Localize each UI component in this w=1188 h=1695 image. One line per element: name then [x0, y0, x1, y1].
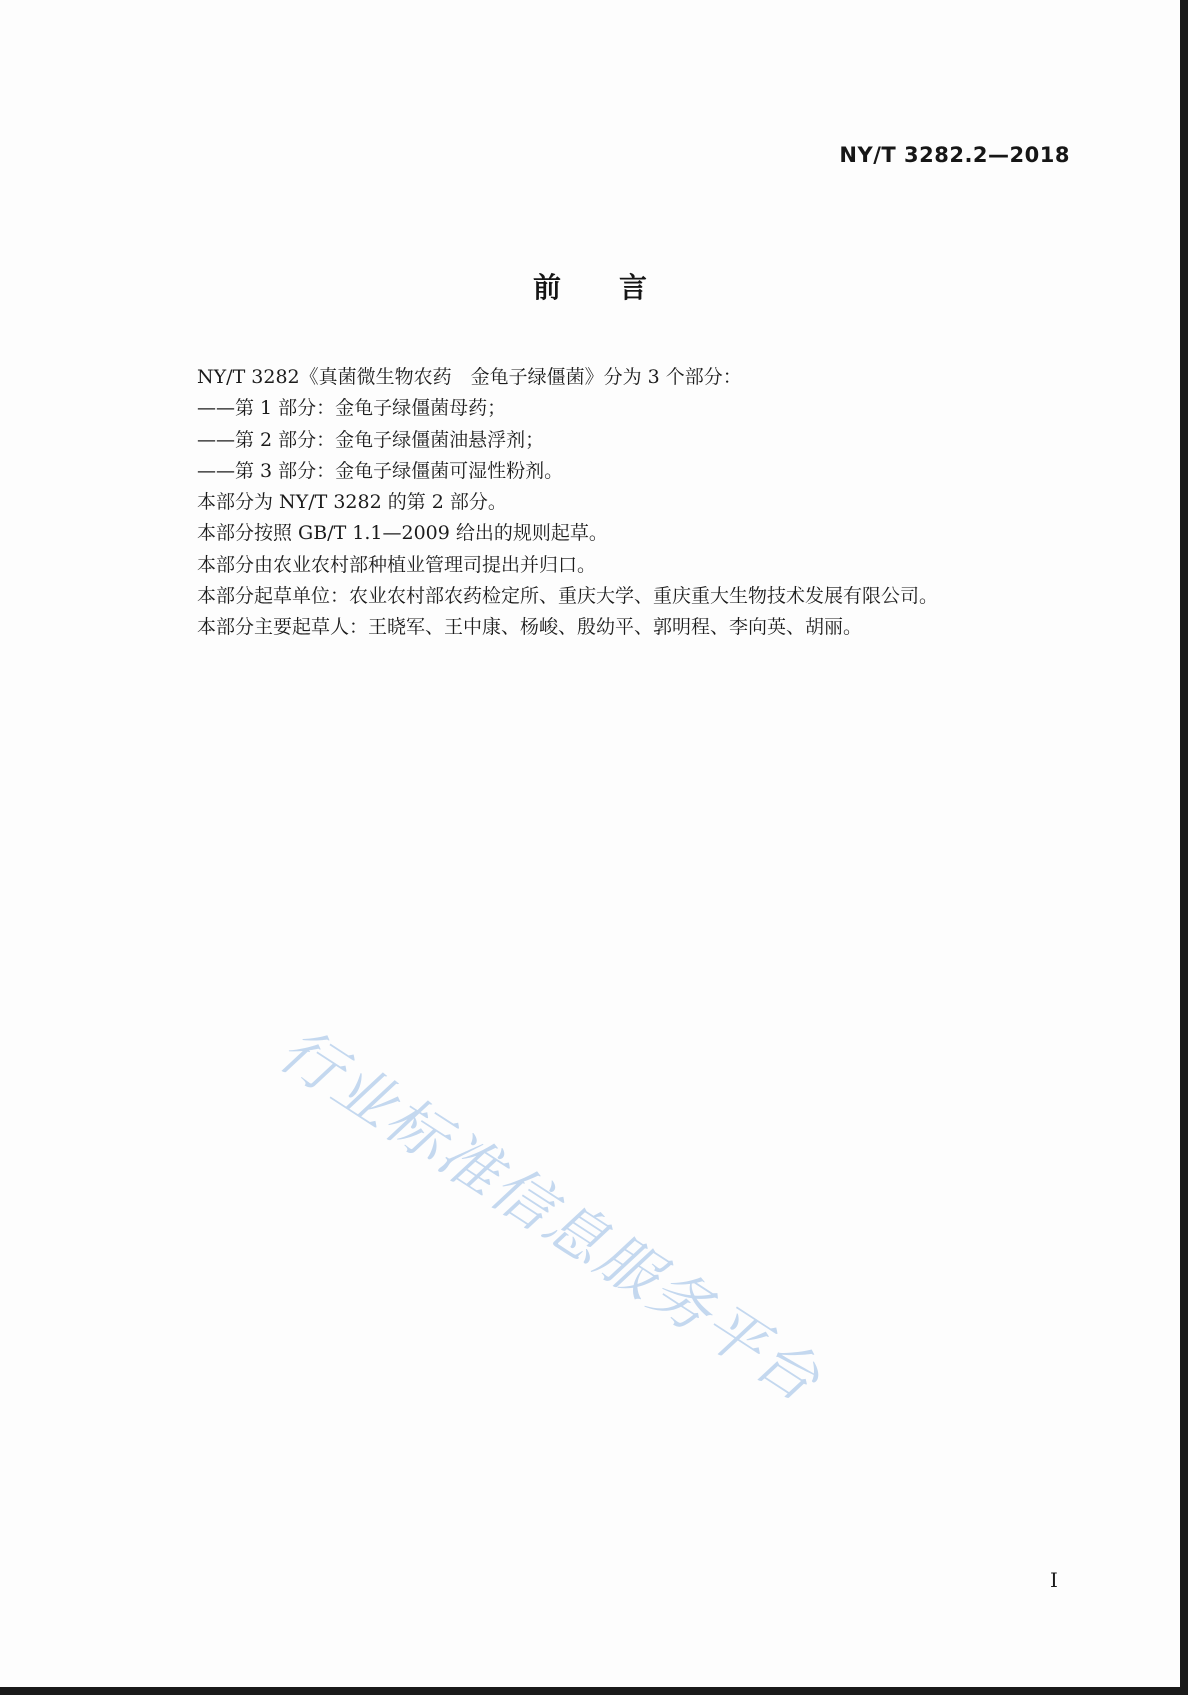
scan-border-bottom [0, 1687, 1188, 1695]
foreword-title: 前言 [532, 271, 705, 304]
standard-number: NY/T 3282.2—2018 [839, 143, 1070, 167]
scan-border-right [1180, 0, 1188, 1695]
watermark: 行业标准信息服务平台 [266, 1014, 834, 1417]
foreword-intro: NY/T 3282《真菌微生物农药 金龟子绿僵菌》分为 3 个部分： [197, 366, 742, 388]
statement-drafters: 本部分主要起草人：王晓军、王中康、杨峻、殷幼平、郭明程、李向英、胡丽。 [197, 616, 863, 639]
statement-proposer: 本部分由农业农村部种植业管理司提出并归口。 [197, 553, 597, 576]
statement-drafting-units: 本部分起草单位：农业农村部农药检定所、重庆大学、重庆重大生物技术发展有限公司。 [197, 585, 939, 608]
part-list-item: ——第 3 部分：金龟子绿僵菌可湿性粉剂。 [197, 459, 564, 482]
statement-drafting-rules: 本部分按照 GB/T 1.1—2009 给出的规则起草。 [197, 522, 608, 545]
statement-part-number: 本部分为 NY/T 3282 的第 2 部分。 [197, 491, 507, 514]
foreword-body [197, 362, 997, 644]
part-list-item: ——第 2 部分：金龟子绿僵菌油悬浮剂； [197, 428, 545, 451]
part-list-item: ——第 1 部分：金龟子绿僵菌母药； [197, 397, 507, 420]
page-number: I [1050, 1568, 1058, 1592]
